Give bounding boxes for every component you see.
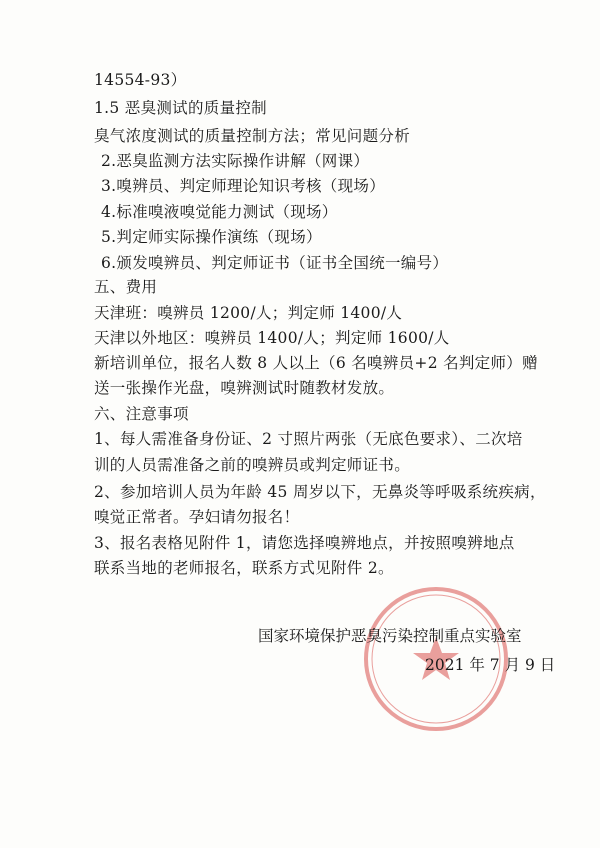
text-line: 嗅觉正常者。孕妇请勿报名！ (94, 508, 300, 526)
text-line: 新培训单位，报名人数 8 人以上（6 名嗅辨员+2 名判定师）赠 (94, 354, 538, 372)
text-line: 2、参加培训人员为年龄 45 周岁以下，无鼻炎等呼吸系统疾病， (94, 483, 546, 501)
list-item: 5.判定师实际操作演练（现场） (101, 228, 322, 246)
section-heading: 1.5 恶臭测试的质量控制 (94, 99, 267, 117)
text-line: 送一张操作光盘，嗅辨测试时随教材发放。 (94, 379, 395, 397)
list-item: 3.嗅辨员、判定师理论知识考核（现场） (101, 177, 385, 195)
text-line: 天津以外地区：嗅辨员 1400/人；判定师 1600/人 (94, 329, 450, 347)
text-line: 天津班：嗅辨员 1200/人；判定师 1400/人 (94, 304, 403, 322)
signature-date: 2021 年 7 月 9 日 (425, 656, 556, 674)
text-line: 联系当地的老师报名，联系方式见附件 2。 (94, 559, 394, 577)
text-line: 14554-93） (94, 71, 187, 89)
signature-organization: 国家环境保护恶臭污染控制重点实验室 (258, 627, 522, 645)
list-item: 4.标准嗅液嗅觉能力测试（现场） (101, 203, 338, 221)
list-item: 2.恶臭监测方法实际操作讲解（网课） (101, 152, 370, 170)
list-item: 6.颁发嗅辨员、判定师证书（证书全国统一编号） (101, 254, 449, 272)
section-heading: 五、费用 (94, 278, 158, 296)
text-line: 3、报名表格见附件 1，请您选择嗅辨地点，并按照嗅辨地点 (94, 534, 515, 552)
text-line: 训的人员需准备之前的嗅辨员或判定师证书。 (94, 456, 411, 474)
section-heading: 六、注意事项 (94, 405, 189, 423)
text-line: 臭气浓度测试的质量控制方法；常见问题分析 (94, 127, 411, 145)
text-line: 1、每人需准备身份证、2 寸照片两张（无底色要求）、二次培 (94, 430, 523, 448)
